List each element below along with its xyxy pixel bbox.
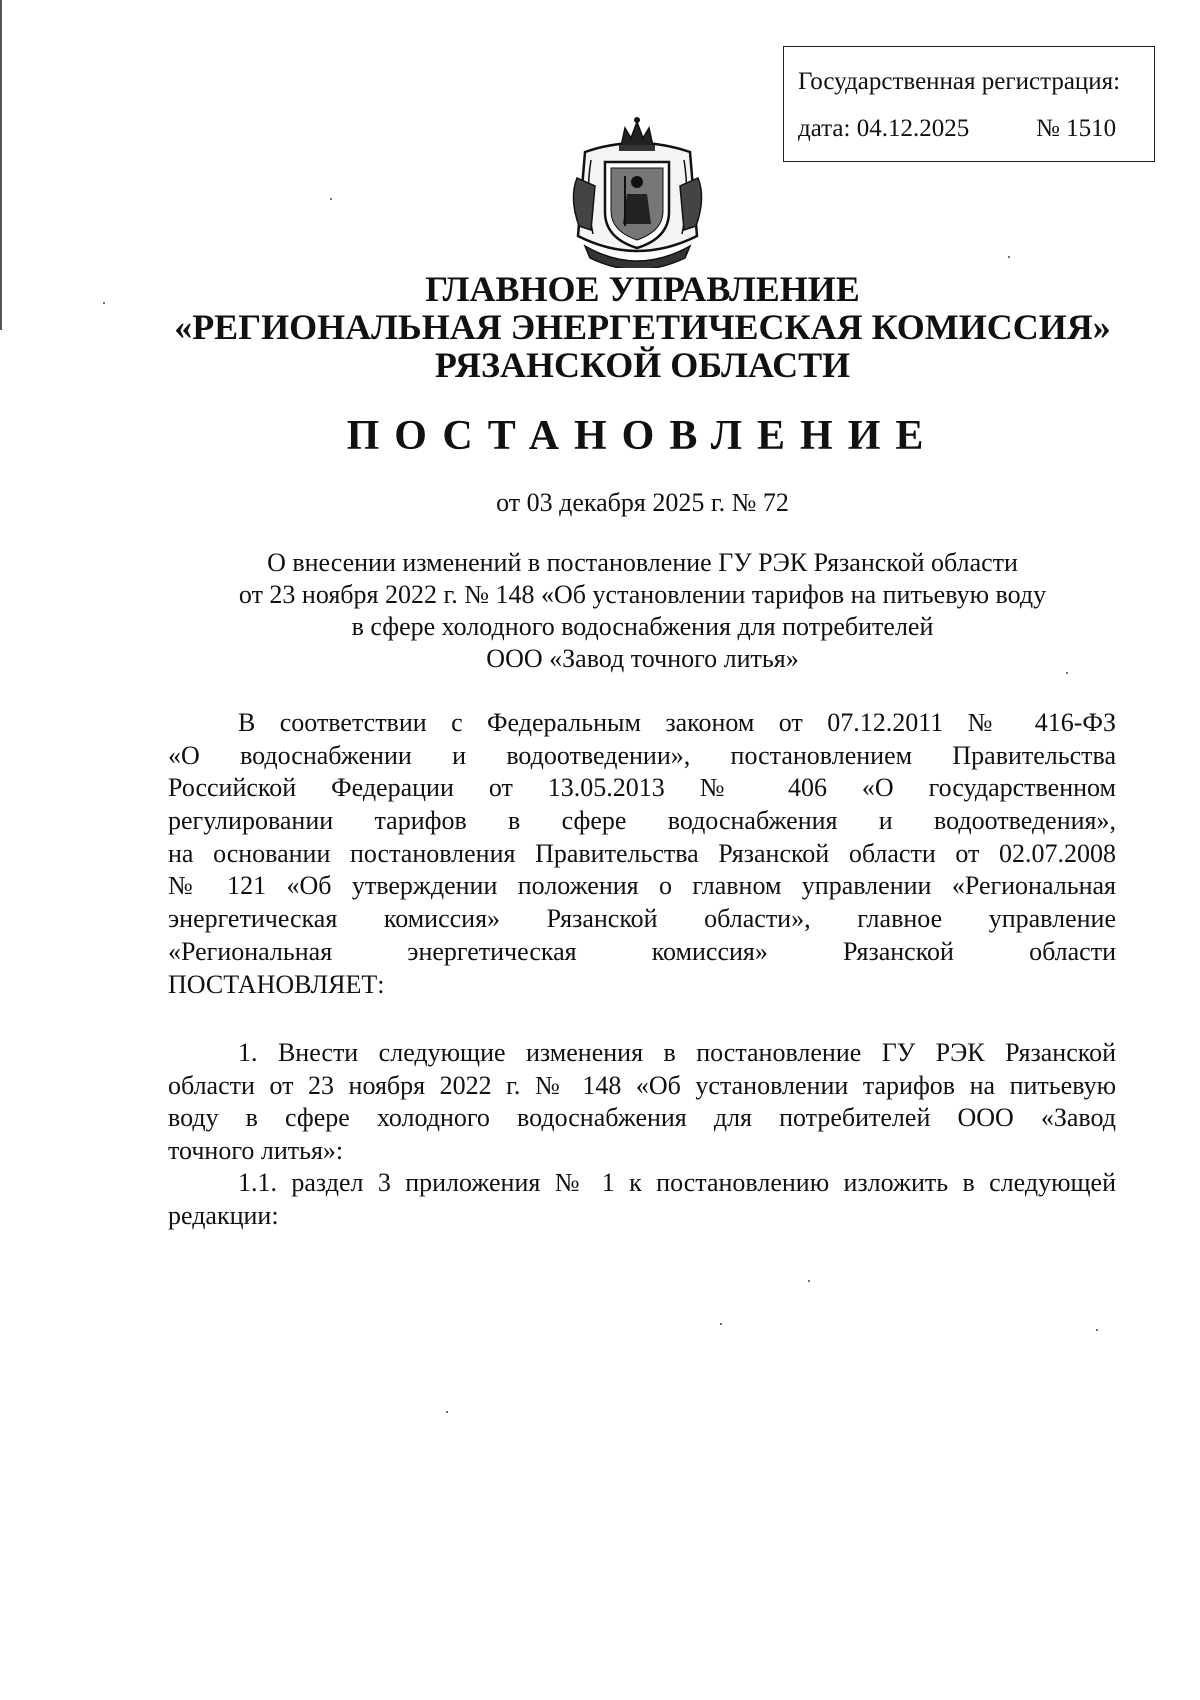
scan-speck — [1066, 672, 1068, 674]
paragraph-line: точного литья»: — [168, 1136, 344, 1166]
paragraph-line: ПОСТАНОВЛЯЕТ: — [168, 969, 385, 999]
paragraph-line: редакции: — [168, 1200, 279, 1230]
agency-name-line-2: «РЕГИОНАЛЬНАЯ ЭНЕРГЕТИЧЕСКАЯ КОМИССИЯ» — [174, 307, 1111, 347]
scan-speck — [720, 1323, 722, 1325]
scan-speck — [1096, 1329, 1098, 1331]
paragraph-line: 1.1. раздел 3 приложения № 1 к постановлению изложить в следующей — [238, 1168, 1116, 1197]
item-1-1-paragraph — [168, 1167, 1116, 1232]
paragraph-line: 1. Внести следующие изменения в постановление ГУ РЭК Рязанской — [238, 1038, 1116, 1067]
agency-name-line-1: ГЛАВНОЕ УПРАВЛЕНИЕ — [425, 269, 860, 309]
document-subject — [0, 547, 1200, 675]
paragraph-line: энергетическая комиссия» Рязанской области», главное управление — [168, 904, 1116, 934]
subject-line: в сфере холодного водоснабжения для потребителей — [351, 612, 934, 641]
document-date-number: от 03 декабря 2025 г. № 72 — [496, 488, 789, 517]
paragraph-line: «О водоснабжении и водоотведении», постановлением Правительства — [168, 740, 1116, 770]
ryazan-coat-of-arms-icon — [565, 116, 710, 268]
scan-speck — [103, 302, 105, 304]
item-1-paragraph — [168, 1037, 1116, 1168]
paragraph-line: Российской Федерации от 13.05.2013 № 406 «О государственном — [168, 773, 1116, 803]
preamble-paragraph — [168, 707, 1116, 1001]
paragraph-line: области от 23 ноября 2022 г. № 148 «Об установлении тарифов на питьевую — [168, 1070, 1116, 1100]
paragraph-line: «Региональная энергетическая комиссия» Рязанской области — [168, 936, 1116, 966]
paragraph-line: на основании постановления Правительства Рязанской области от 02.07.2008 — [168, 838, 1116, 868]
subject-line: О внесении изменений в постановление ГУ РЭК Рязанской области — [267, 548, 1018, 577]
registration-title: Государственная регистрация: — [798, 68, 1121, 95]
paragraph-line: воду в сфере холодного водоснабжения для потребителей ООО «Завод — [168, 1103, 1116, 1133]
subject-line: от 23 ноября 2022 г. № 148 «Об установлении тарифов на питьевую воду — [238, 580, 1047, 609]
scan-speck — [446, 1411, 448, 1413]
registration-number: № 1510 — [1036, 115, 1117, 142]
scan-speck — [330, 198, 332, 200]
paragraph-line: В соответствии с Федеральным законом от 07.12.2011 № 416-ФЗ — [238, 708, 1116, 737]
scan-speck — [1008, 256, 1010, 258]
agency-name-line-3: РЯЗАНСКОЙ ОБЛАСТИ — [434, 345, 851, 385]
subject-line: ООО «Завод точного литья» — [486, 644, 799, 673]
paragraph-line: № 121 «Об утверждении положения о главном управлении «Региональная — [168, 871, 1116, 901]
agency-name — [0, 270, 1200, 384]
registration-stamp — [783, 46, 1155, 162]
document-type-heading: ПОСТАНОВЛЕНИЕ — [346, 413, 939, 459]
paragraph-line: регулировании тарифов в сфере водоснабжения и водоотведения», — [168, 806, 1116, 836]
registration-date: дата: 04.12.2025 — [798, 115, 970, 142]
scan-speck — [808, 1280, 810, 1282]
